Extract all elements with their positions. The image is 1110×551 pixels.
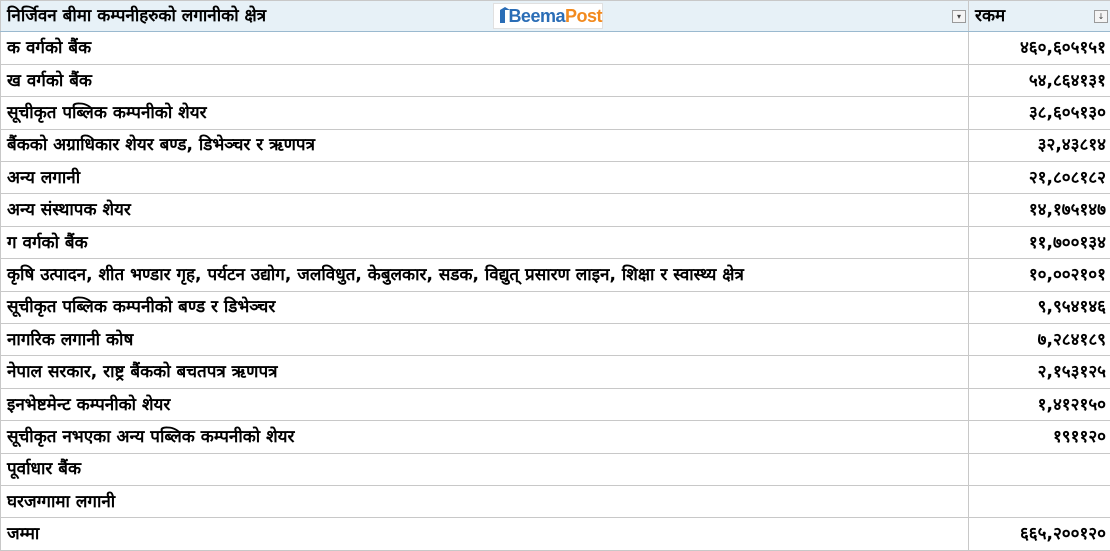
- sector-cell[interactable]: ग वर्गको बैंक: [1, 226, 969, 258]
- amount-cell[interactable]: [969, 453, 1110, 485]
- sector-cell[interactable]: सूचीकृत पब्लिक कम्पनीको शेयर: [1, 97, 969, 129]
- header-amount-label: रकम: [975, 6, 1006, 27]
- table-row: [1, 64, 1110, 96]
- amount-cell[interactable]: ३२,४३८१४: [969, 129, 1110, 161]
- amount-cell[interactable]: ९,९५४१४६: [969, 291, 1110, 323]
- logo-text-post: Post: [564, 5, 602, 26]
- amount-cell[interactable]: ४६०,६०५१५१: [969, 32, 1110, 64]
- sector-cell[interactable]: इनभेष्टमेन्ट कम्पनीको शेयर: [1, 388, 969, 420]
- table-row: [1, 356, 1110, 388]
- amount-cell[interactable]: २१,८०८१८२: [969, 162, 1110, 194]
- bank-building-icon: [500, 10, 505, 23]
- table-row: [1, 32, 1110, 64]
- sector-cell[interactable]: ख वर्गको बैंक: [1, 64, 969, 96]
- table-row: [1, 97, 1110, 129]
- sector-cell[interactable]: नेपाल सरकार, राष्ट्र बैंकको बचतपत्र ऋणपत्र: [1, 356, 969, 388]
- amount-cell[interactable]: ३८,६०५१३०: [969, 97, 1110, 129]
- sector-cell[interactable]: क वर्गको बैंक: [1, 32, 969, 64]
- table-row: [1, 162, 1110, 194]
- sector-cell[interactable]: बैंकको अग्राधिकार शेयर बण्ड, डिभेञ्चर र ऋणपत्र: [1, 129, 969, 161]
- sector-cell[interactable]: अन्य संस्थापक शेयर: [1, 194, 969, 226]
- table-row: [1, 324, 1110, 356]
- amount-cell[interactable]: ११,७००१३४: [969, 226, 1110, 258]
- header-amount-cell[interactable]: [969, 1, 1110, 32]
- table-row: [1, 129, 1110, 161]
- sector-cell[interactable]: सूचीकृत पब्लिक कम्पनीको बण्ड र डिभेञ्चर: [1, 291, 969, 323]
- header-sector-label: निर्जिवन बीमा कम्पनीहरुको लगानीको क्षेत्र: [7, 6, 267, 27]
- sector-cell[interactable]: सूचीकृत नभएका अन्य पब्लिक कम्पनीको शेयर: [1, 421, 969, 453]
- table-row: [1, 421, 1110, 453]
- amount-cell[interactable]: ५४,८६४१३१: [969, 64, 1110, 96]
- amount-cell[interactable]: २,१५३१२५: [969, 356, 1110, 388]
- sector-cell[interactable]: पूर्वाधार बैंक: [1, 453, 969, 485]
- total-label-cell[interactable]: जम्मा: [1, 518, 969, 551]
- amount-cell[interactable]: १९११२०: [969, 421, 1110, 453]
- amount-cell[interactable]: [969, 486, 1110, 518]
- amount-cell[interactable]: ७,२८४१८९: [969, 324, 1110, 356]
- table-row: [1, 291, 1110, 323]
- sector-cell[interactable]: अन्य लगानी: [1, 162, 969, 194]
- amount-cell[interactable]: १,४१२१५०: [969, 388, 1110, 420]
- table-row: [1, 194, 1110, 226]
- logo-text-beema: Beema: [508, 5, 565, 26]
- sector-cell[interactable]: नागरिक लगानी कोष: [1, 324, 969, 356]
- table-row: [1, 226, 1110, 258]
- table-row: [1, 486, 1110, 518]
- amount-cell[interactable]: १०,००२१०१: [969, 259, 1110, 291]
- total-row: [1, 518, 1110, 551]
- sort-filter-icon[interactable]: ↓: [1094, 10, 1108, 23]
- filter-dropdown-icon[interactable]: ▾: [952, 10, 966, 23]
- total-amount-cell[interactable]: ६६५,२००१२०: [969, 518, 1110, 551]
- header-sector-cell[interactable]: [1, 1, 969, 32]
- sector-cell[interactable]: घरजग्गामा लगानी: [1, 486, 969, 518]
- sector-cell[interactable]: कृषि उत्पादन, शीत भण्डार गृह, पर्यटन उद्योग, जलविधुत, केबुलकार, सडक, विद्युत् प्रसारण लाइन, शिक्षा र स्वास्थ्य क्षेत्र: [1, 259, 969, 291]
- table-row: [1, 453, 1110, 485]
- beemapost-logo: [493, 3, 603, 29]
- table-row: [1, 388, 1110, 420]
- table-row: [1, 259, 1110, 291]
- amount-cell[interactable]: १४,१७५१४७: [969, 194, 1110, 226]
